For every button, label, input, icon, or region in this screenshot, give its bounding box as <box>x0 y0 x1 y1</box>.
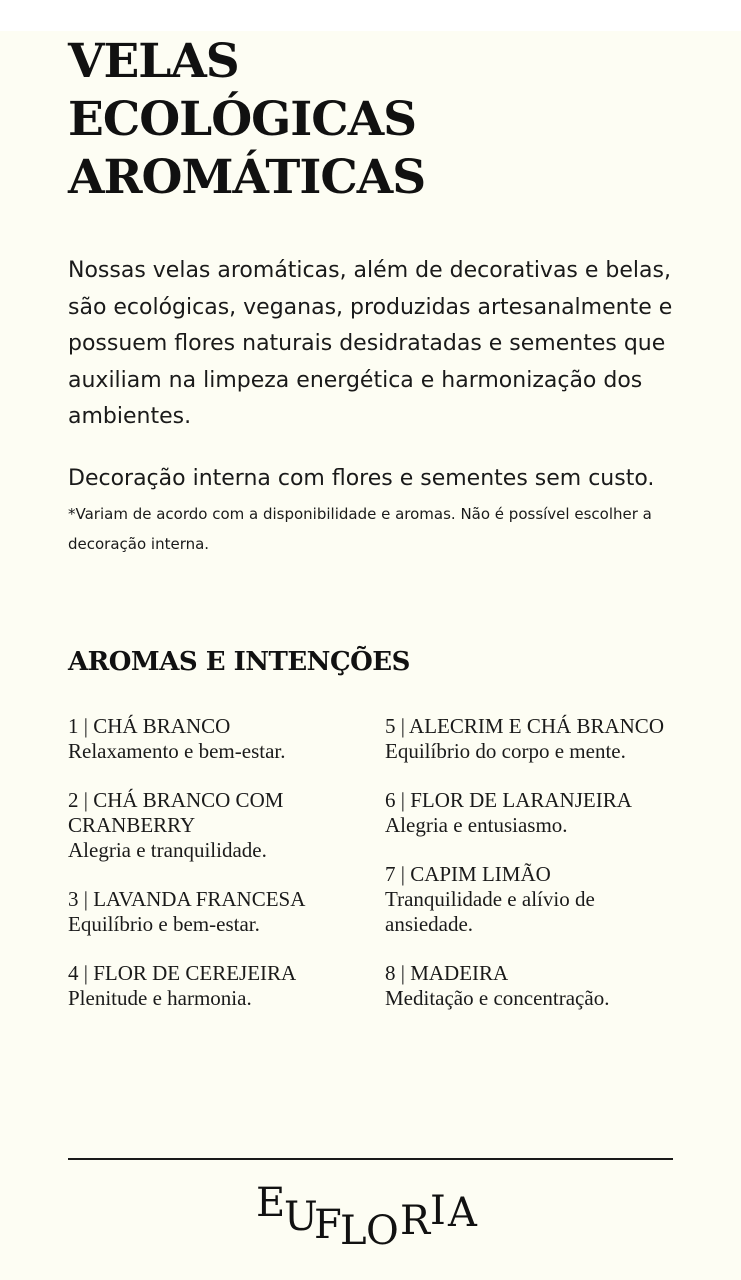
title-line: AROMÁTICAS <box>68 150 426 205</box>
aroma-intention: Plenitude e harmonia. <box>68 986 252 1010</box>
logo-letter: R <box>400 1198 431 1244</box>
aroma-intention: Equilíbrio e bem-estar. <box>68 912 260 936</box>
aromas-column-left <box>68 714 368 1035</box>
page-title <box>68 33 708 207</box>
logo-letter: E <box>256 1180 286 1226</box>
aroma-name: 4 | FLOR DE CEREJEIRA <box>68 961 297 985</box>
aroma-intention: Alegria e tranquilidade. <box>68 838 267 862</box>
decoration-note: *Variam de acordo com a disponibilidade e aromas. Não é possível escolher a decoração interna. <box>68 505 652 553</box>
aroma-name: 7 | CAPIM LIMÃO <box>385 862 551 886</box>
section-title-aromas: AROMAS E INTENÇÕES <box>68 647 410 677</box>
aroma-item <box>68 887 368 937</box>
aroma-intention: Equilíbrio do corpo e mente. <box>385 739 626 763</box>
aroma-item <box>68 788 308 863</box>
aroma-name: 1 | CHÁ BRANCO <box>68 714 231 738</box>
logo-letter: F <box>314 1202 342 1248</box>
eufloria-logo <box>252 1172 492 1252</box>
aroma-item <box>385 862 635 937</box>
logo-letter: A <box>448 1190 477 1236</box>
aroma-intention: Tranquilidade e alívio de ansiedade. <box>385 887 595 936</box>
intro-paragraph: Nossas velas aromáticas, além de decorativas e belas, são ecológicas, veganas, produzidas artesanalmente e possuem flores naturais desidratadas e sementes que auxiliam na limpeza energética e harmonização dos ambientes. <box>68 258 673 429</box>
aroma-name: 6 | FLOR DE LARANJEIRA <box>385 788 632 812</box>
aromas-column-right <box>385 714 705 1035</box>
footer-divider <box>68 1158 673 1160</box>
aroma-item <box>385 788 705 838</box>
aroma-intention: Meditação e concentração. <box>385 986 610 1010</box>
aroma-name: 5 | ALECRIM E CHÁ BRANCO <box>385 714 664 738</box>
logo-letter: L <box>340 1208 367 1252</box>
title-line: ECOLÓGICAS <box>68 92 417 147</box>
product-info-page <box>0 31 741 1280</box>
logo-letter: I <box>430 1188 446 1234</box>
aroma-intention: Relaxamento e bem-estar. <box>68 739 286 763</box>
decoration-text: Decoração interna com flores e sementes sem custo. <box>68 466 655 491</box>
title-line: VELAS <box>68 34 239 89</box>
aroma-name: 3 | LAVANDA FRANCESA <box>68 887 306 911</box>
aroma-item <box>385 714 705 764</box>
logo-letter: U <box>284 1194 318 1240</box>
aroma-name: 8 | MADEIRA <box>385 961 509 985</box>
logo-letter: O <box>366 1208 399 1252</box>
aroma-item <box>68 714 368 764</box>
aroma-name: 2 | CHÁ BRANCO COM CRANBERRY <box>68 788 284 837</box>
aroma-item <box>385 961 705 1011</box>
aroma-item <box>68 961 368 1011</box>
aroma-intention: Alegria e entusiasmo. <box>385 813 568 837</box>
